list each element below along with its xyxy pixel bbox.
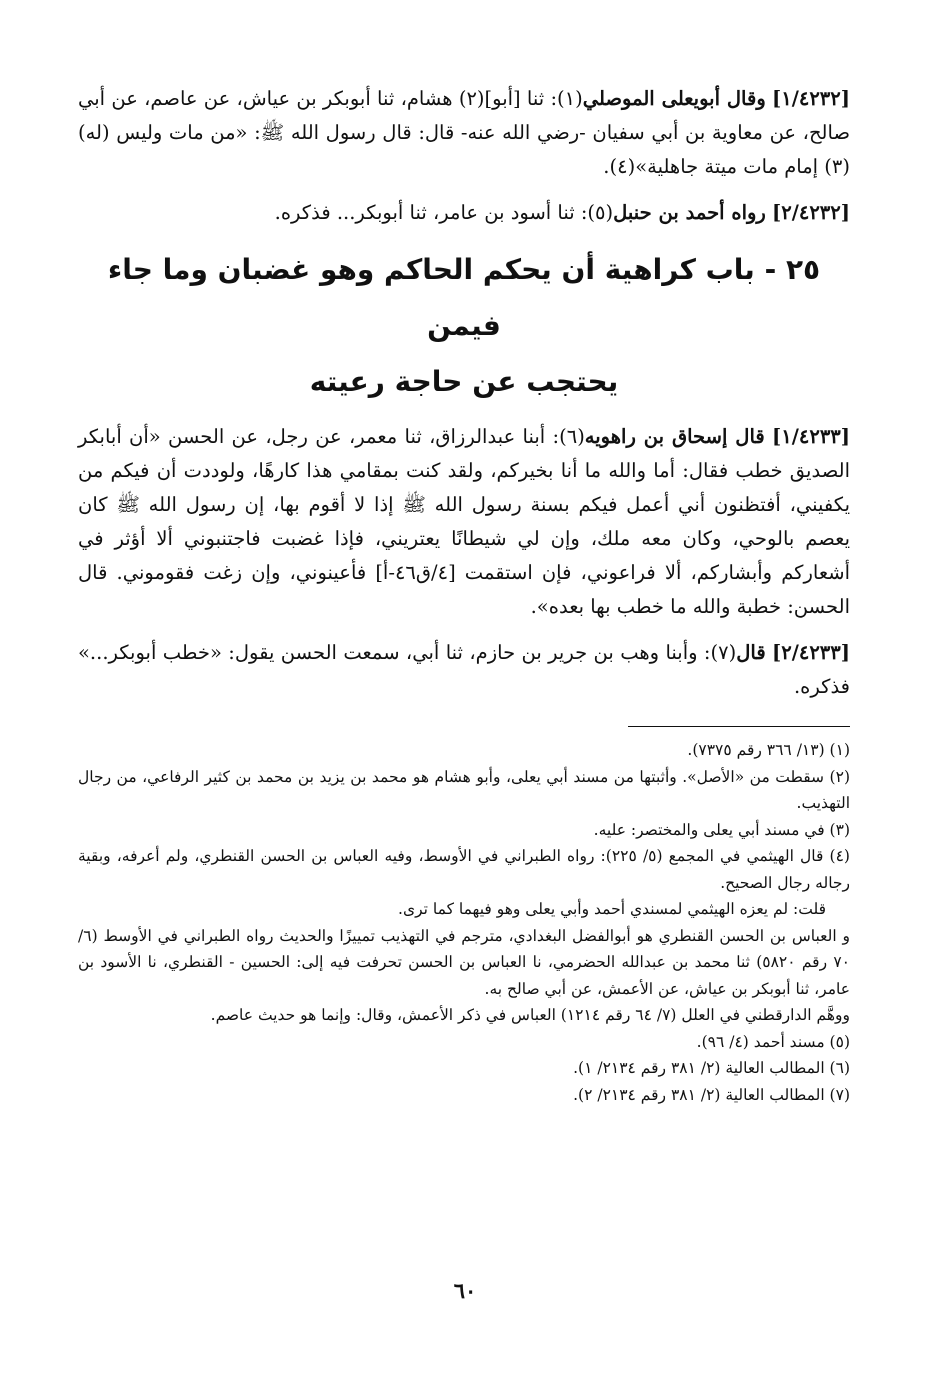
hadith-paragraph xyxy=(78,420,850,624)
hadith-text: (١): ثنا [أبو](٢) هشام، ثنا أبوبكر بن عياش، عن عاصم، عن أبي صالح، عن معاوية بن أبي سفيان -رضي الله عنه- قال: قال رسول الله ﷺ: «من مات وليس (له)(٣) إمام مات ميتة جاهلية»(٤). xyxy=(78,87,850,178)
hadith-paragraph xyxy=(78,196,850,230)
hadith-reference: [٢/٤٢٣٣] xyxy=(772,641,850,664)
chapter-heading-line-2: يحتجب عن حاجة رعيته xyxy=(309,365,619,398)
narrator-name: وقال أبويعلى الموصلي xyxy=(582,87,766,110)
footnote: (٣) في مسند أبي يعلى والمختصر: عليه. xyxy=(593,820,850,839)
narrator-name: قال إسحاق بن راهويه xyxy=(584,425,765,448)
hadith-text: (٦): أبنا عبدالرزاق، ثنا معمر، عن رجل، عن الحسن «أن أبابكر الصديق خطب فقال: أما والله ما أنا بخيركم، ولقد كنت بمقامي هذا كارهًا، ولوددت أن فيكم من يكفيني، أفتظنون أني أعمل فيكم بسنة رسول الله ﷺ إذا لا أقوم بها، إن رسول الله ﷺ كان يعصم بالوحي، وكان معه ملك، وإن لي شيطانًا يعتريني، فإذا غضبت فاجتنبوني ألا أؤثر في أشعاركم وأبشاركم، ألا فراعوني، فإن استقمت [٤/ق٤٦-أ] فأعينوني، وإن زغت فقوموني. قال الحسن: خطبة والله ما خطب بها بعده». xyxy=(78,425,850,618)
hadith-text: (٥): ثنا أسود بن عامر، ثنا أبوبكر... فذكره. xyxy=(274,201,614,224)
page-body xyxy=(78,82,850,1108)
hadith-reference: [١/٤٢٣٢] xyxy=(772,87,850,110)
footnote: ووهَّم الدارقطني في العلل (٧/ ٦٤ رقم ١٢١٤) العباس في ذكر الأعمش، وقال: وإنما هو حديث عاصم. xyxy=(210,1006,850,1024)
footnote-divider xyxy=(628,726,850,727)
narrator-name: رواه أحمد بن حنبل xyxy=(613,201,766,224)
hadith-paragraph xyxy=(78,82,850,184)
chapter-heading xyxy=(78,242,850,410)
hadith-paragraph xyxy=(78,636,850,704)
footnote: (٧) المطالب العالية (٢/ ٣٨١ رقم ٢١٣٤/ ٢). xyxy=(573,1085,850,1104)
footnotes xyxy=(78,737,850,1108)
hadith-text: (٧): وأبنا وهب بن جرير بن حازم، ثنا أبي، سمعت الحسن يقول: «خطب أبوبكر...» فذكره. xyxy=(78,641,850,698)
narrator-name: قال xyxy=(736,641,766,664)
hadith-reference: [٢/٤٢٣٢] xyxy=(772,201,850,224)
footnote: (٥) مسند أحمد (٤/ ٩٦). xyxy=(696,1032,850,1051)
hadith-reference: [١/٤٢٣٣] xyxy=(772,425,851,448)
footnote: (١) (١٣/ ٣٦٦ رقم ٧٣٧٥). xyxy=(687,741,850,759)
page-number: ٦٠ xyxy=(453,1278,477,1303)
footnote: (٢) سقطت من «الأصل». وأثبتها من مسند أبي يعلى، وأبو هشام هو محمد بن يزيد بن محمد بن كثير الرفاعي، من رجال التهذيب. xyxy=(78,767,850,812)
footnote: (٦) المطالب العالية (٢/ ٣٨١ رقم ٢١٣٤/ ١). xyxy=(573,1059,850,1077)
footnote: (٤) قال الهيثمي في المجمع (٥/ ٢٢٥): رواه الطبراني في الأوسط، وفيه العباس بن الحسن القنطري، ولم أعرفه، وبقية رجاله رجال الصحيح. xyxy=(78,847,850,892)
footnote: قلت: لم يعزه الهيثمي لمسندي أحمد وأبي يعلى وهو فيهما كما ترى. xyxy=(398,900,826,918)
chapter-heading-line-1: ٢٥ - باب كراهية أن يحكم الحاكم وهو غضبان وما جاء فيمن xyxy=(107,253,821,342)
footnote: و العباس بن الحسن القنطري هو أبوالفضل البغدادي، مترجم في التهذيب تمييزًا والحديث رواه الطبراني في الأوسط (٦/ ٧٠ رقم ٥٨٢٠) ثنا محمد بن عبدالله الحضرمي، نا العباس بن الحسن تحرفت فيه إلى: الحسين - القنطري، نا الأسود بن عامر، ثنا أبوبكر بن عياش، عن الأعمش، عن أبي صالح به. xyxy=(78,926,850,998)
